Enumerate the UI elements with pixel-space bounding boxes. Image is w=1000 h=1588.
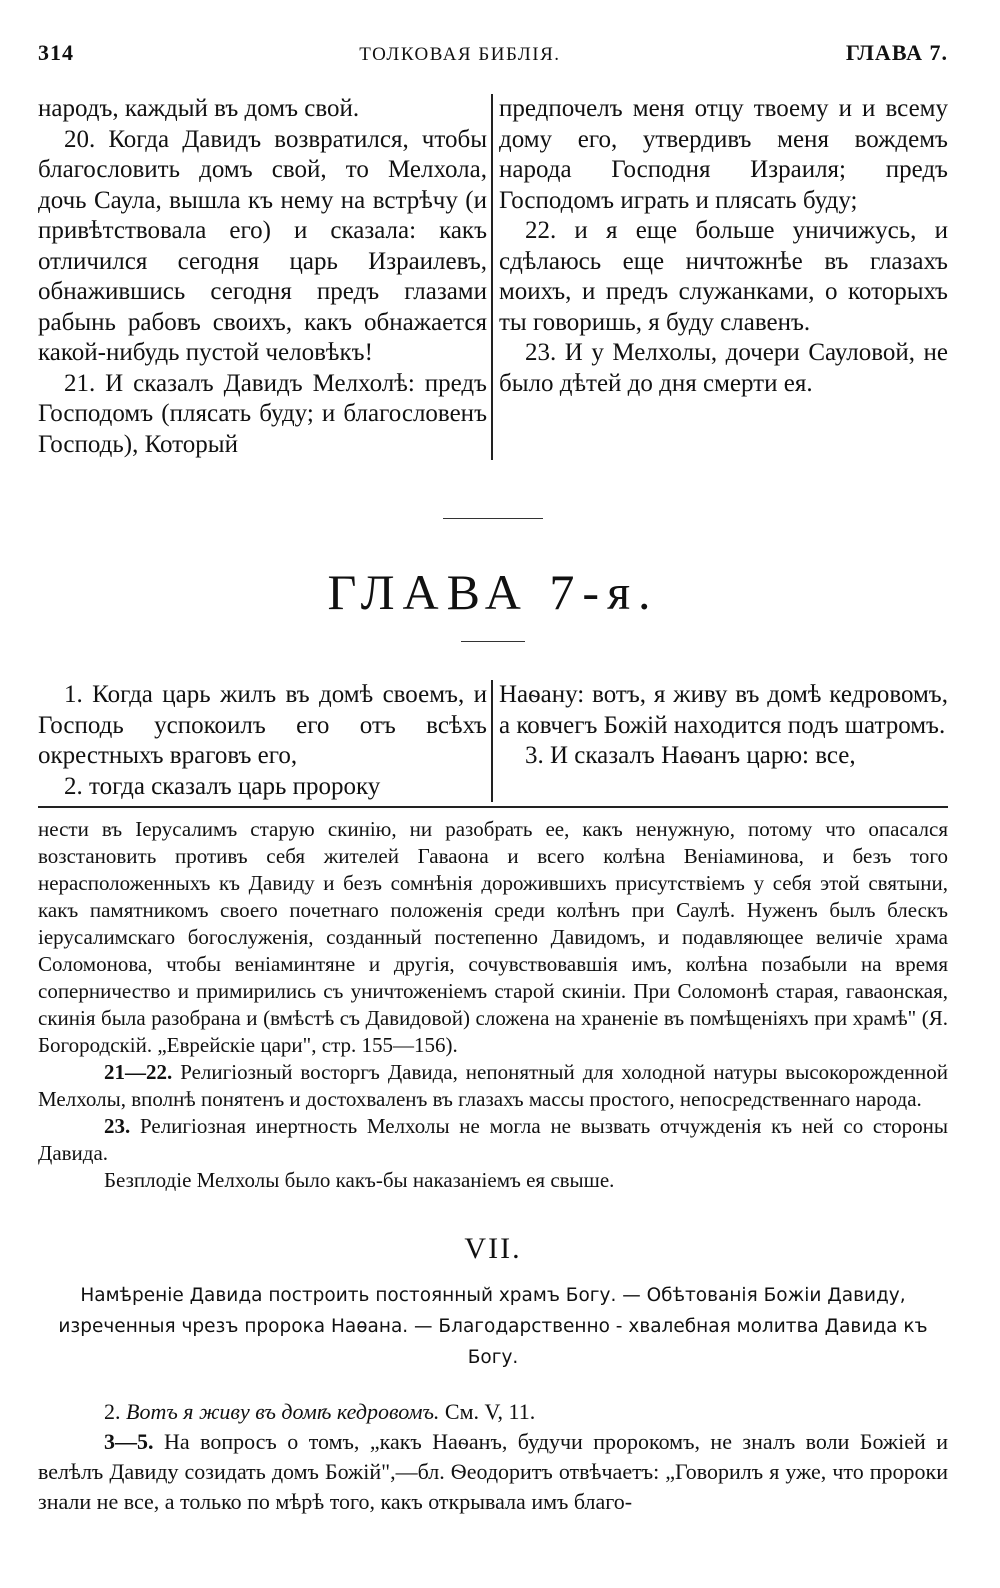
separator-line [443, 518, 543, 519]
chapter-title: ГЛАВА 7-я. [327, 564, 659, 620]
column-divider [491, 680, 493, 802]
commentary-paragraph: нести въ Іерусалимъ старую скинію, ни разобрать ее, какъ ненужную, потому что опасался возстановить противъ себя жителей Гаваона и всего колѣна Веніаминова, и безъ того нерасположенныхъ къ Давиду и безъ сомнѣнія дорожившихъ присутствіемъ у себя этой святыни, какъ памятникомъ своего почетнаго положенія среди колѣнъ при Саулѣ. Нуженъ былъ блескъ іерусалимскаго богослуженія, созданный постепенно Давидомъ, и подавляющее величіе храма Соломонова, чтобы веніаминтяне и другія, сочувствовавшія имъ, колѣна позабыли на время соперничество и примирились съ уничтоженіемъ старой скиніи. При Соломонѣ старая, гаваонская, скинія была разобрана и (вмѣстѣ съ Давидовой) сложена на храненіе въ помѣщеніяхъ при храмѣ" (Я. Богородскій. „Еврейскіе цари", стр. 155—156). [38, 817, 948, 1057]
quoted-verse: Вотъ я живу въ домѣ кедровомъ. [126, 1399, 440, 1424]
book-title: ТОЛКОВАЯ БИБЛІЯ. [359, 44, 561, 65]
commentary-paragraph: 23. Религіозная инертность Мелхолы не могла не вызвать отчужденія къ ней со стороны Давида. [38, 1114, 949, 1165]
verse-ref: 23. [104, 1114, 131, 1138]
commentary-block [38, 816, 948, 1194]
verse-text: народъ, каждый въ домъ свой. [38, 95, 360, 122]
column-divider [491, 94, 493, 460]
verse-ref: 21—22. [104, 1060, 173, 1084]
scripture-columns-chapter [38, 680, 948, 802]
verse-3: 3. И сказалъ Наѳанъ царю: все, [524, 742, 856, 769]
verse-ref: 3—5. [104, 1429, 154, 1454]
chapter-label: ГЛАВА 7. [845, 40, 948, 65]
book-page [38, 40, 948, 1517]
separator-line [461, 641, 525, 642]
running-header [38, 40, 948, 80]
verse-1: 1. Когда царь жилъ въ домѣ своемъ, и Господь успокоилъ его отъ всѣхъ окрестныхъ враговъ его, [38, 681, 487, 769]
verse-text: предпочелъ меня отцу твоему и и всему дому его, утвердивъ меня вождемъ народа Господня Израиля; предъ Господомъ играть и плясать буду; [498, 95, 948, 214]
notes-block [38, 1397, 948, 1517]
right-column [497, 680, 948, 802]
left-column [38, 94, 487, 460]
commentary-paragraph: 21—22. Религіозный восторгъ Давида, непонятный для холодной натуры высокорожденной Мелхолы, вполнѣ понятенъ и достохваленъ въ глазахъ массы простого, непосредственнаго народа. [38, 1060, 948, 1111]
scripture-columns-top [38, 94, 948, 460]
commentary-paragraph: Безплодіе Мелхолы было какъ-бы наказаніемъ ея свыше. [104, 1168, 615, 1192]
verse-23: 23. И у Мелхолы, дочери Сауловой, не было дѣтей до дня смерти ея. [498, 339, 948, 397]
note-paragraph: 3—5. На вопросъ о томъ, „какъ Наѳанъ, будучи пророкомъ, не зналъ воли Божіей и велѣлъ Давиду созидать домъ Божій",—бл. Ѳеодоритъ отвѣчаетъ: „Говорилъ я уже, что пророки знали не все, а только по мѣрѣ того, какъ открывала имъ благо- [38, 1429, 948, 1514]
verse-ref: 2. [104, 1399, 121, 1424]
section-number: VII. [464, 1232, 522, 1265]
left-column [38, 680, 487, 802]
verse-20: 20. Когда Давидъ возвратился, чтобы благословить домъ свой, то Мелхола, дочь Саула, вышла къ нему на встрѣчу (и привѣтствовала его) и сказала: какъ отличился сегодня царь Израилевъ, обнажившись сегодня предъ глазами рабынь рабовъ своихъ, какъ обнажается какой-нибудь пустой человѣкъ! [38, 125, 487, 366]
section-summary: Намѣреніе Давида построить постоянный храмъ Богу. — Обѣтованія Божіи Давиду, изреченныя чрезъ пророка Наѳана. — Благодарственно - хвалебная молитва Давида къ Богу. [58, 1285, 928, 1368]
note-paragraph: 2. Вотъ я живу въ домѣ кедровомъ. См. V, 11. [104, 1399, 536, 1424]
verse-22: 22. и я еще больше уничижусь, и сдѣлаюсь еще ничтожнѣе въ глазахъ моихъ, и предъ служанками, о которыхъ ты говоришь, я буду славенъ. [498, 217, 948, 336]
verse-21: 21. И сказалъ Давидъ Мелхолѣ: предъ Господомъ (плясать буду; и благословенъ Господь), Который [38, 369, 487, 458]
right-column [497, 94, 948, 460]
verse-text: Наѳану: вотъ, я живу въ домѣ кедровомъ, а ковчегъ Божій находится подъ шатромъ. [498, 681, 948, 739]
verse-2: 2. тогда сказалъ царь пророку [64, 772, 381, 800]
page-number: 314 [38, 40, 74, 65]
footnote-rule [38, 806, 948, 808]
